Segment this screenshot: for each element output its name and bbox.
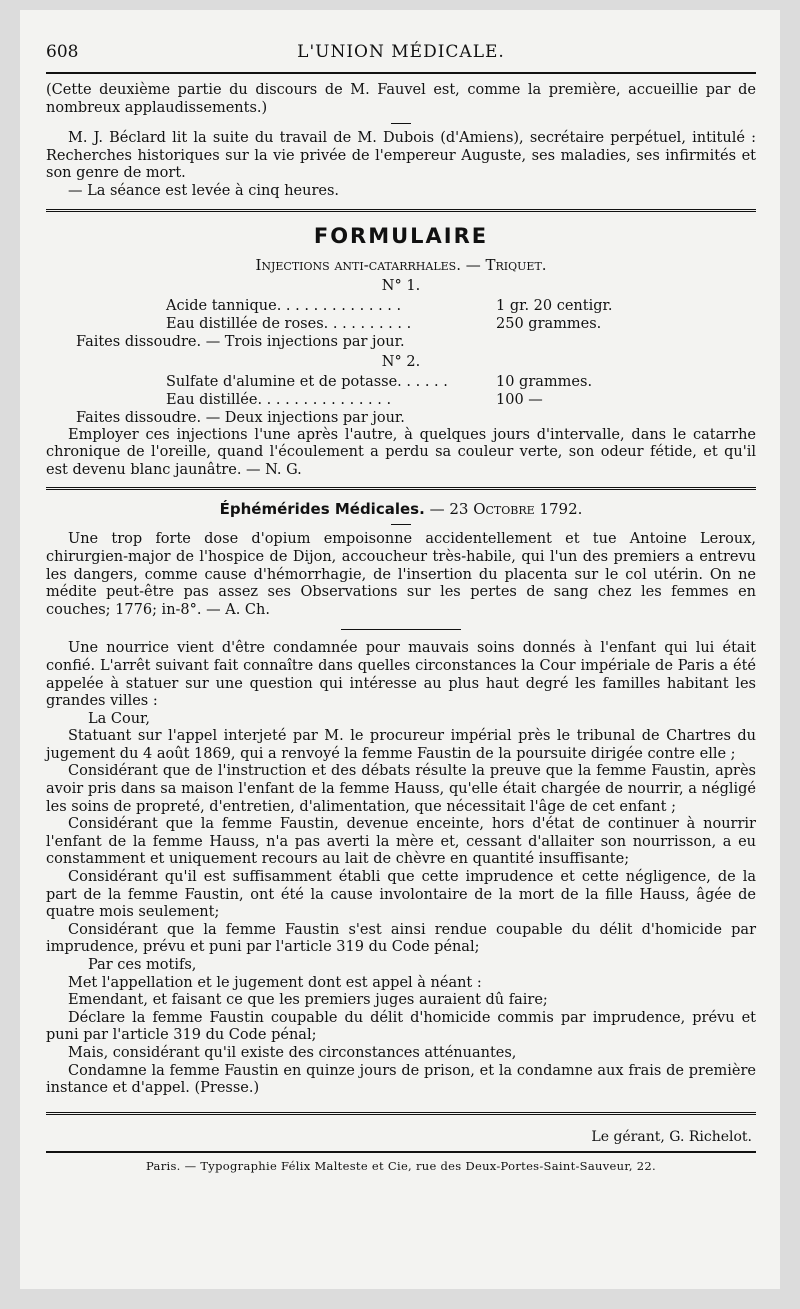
judgment-intro: Une nourrice vient d'être condamnée pour mauvais soins donnés à l'enfant qui lui était confié. L'arrêt suivant fait connaître dans quelles circonstances la Cour impériale de Paris a été appelée à statuer sur une question qui intéresse au plus haut degré les familles habitant les grandes villes : xyxy=(46,640,756,710)
instruction-2: Faites dissoudre. — Deux injections par jour. xyxy=(76,409,405,426)
formulaire-title: FORMULAIRE xyxy=(313,223,489,248)
page-number: 608 xyxy=(46,42,79,62)
document-page xyxy=(20,10,780,1289)
separator xyxy=(391,524,411,525)
recipe-1-label: N° 1. xyxy=(381,277,421,294)
section-rule xyxy=(46,487,756,492)
printer-imprint: Paris. — Typographie Félix Malteste et Cie, rue des Deux-Portes-Saint-Sauveur, 22. xyxy=(146,1158,656,1173)
recipe-line xyxy=(46,391,756,409)
judgment-paragraph: Considérant que la femme Faustin, devenue enceinte, hors d'état de continuer à nourrir l'enfant de la femme Hauss, n'a pas averti la mère et, cessant d'allaiter son nourrisson, a eu constamment et uniquement recours au lait de chèvre en quantité insuffisante; xyxy=(46,816,756,868)
ingredient: Acide tannique. . . . . . . . . . . . . . xyxy=(166,297,402,314)
imprint-rule xyxy=(46,1151,756,1153)
separator xyxy=(391,123,411,124)
recipe-line xyxy=(46,297,756,315)
formulaire-subtitle: Injections anti-catarrhales. — Triquet. xyxy=(255,255,547,274)
recipe-2-label: N° 2. xyxy=(381,353,421,370)
judgment-paragraph: Par ces motifs, xyxy=(88,957,197,973)
judgment-paragraph: Considérant que de l'instruction et des débats résulte la preuve que la femme Faustin, après avoir pris dans sa maison l'enfant de la femme Hauss, qu'elle était chargée de nourrir, a négligé les soins de propreté, d'entretien, d'alimentation, que nécessitait l'âge de cet enfant ; xyxy=(46,763,756,815)
beclard-paragraph: M. J. Béclard lit la suite du travail de M. Dubois (d'Amiens), secrétaire perpétuel, intitulé : Recherches historiques sur la vie privée de l'empereur Auguste, ses maladies, ses infirmités et son genre de mort. xyxy=(46,130,756,182)
formulaire-note: Employer ces injections l'une après l'autre, à quelques jours d'intervalle, dans le catarrhe chronique de l'oreille, quand l'écoulement a perdu sa couleur verte, son odeur fétide, et qu'il est devenu blanc jaunâtre. — N. G. xyxy=(46,426,756,478)
header-rule xyxy=(46,72,756,74)
quantity: 1 gr. 20 centigr. xyxy=(496,297,613,314)
section-rule xyxy=(46,209,756,214)
court-label: La Cour, xyxy=(88,710,150,727)
signature: Le gérant, G. Richelot. xyxy=(591,1128,752,1145)
footer-rule xyxy=(46,1112,756,1117)
instruction-1: Faites dissoudre. — Trois injections par jour. xyxy=(76,333,405,350)
judgment-paragraph: Mais, considérant qu'il existe des circonstances atténuantes, xyxy=(68,1044,517,1061)
page-header xyxy=(46,42,756,62)
quantity: 100 — xyxy=(496,391,543,408)
judgment-paragraph: Déclare la femme Faustin coupable du délit d'homicide commis par imprudence, prévu et puni par l'article 319 du Code pénal; xyxy=(46,1009,756,1044)
separator xyxy=(341,629,461,630)
ephemerides-title: Éphémérides Médicales. xyxy=(219,500,425,519)
judgment-paragraph: Condamne la femme Faustin en quinze jours de prison, et la condamne aux frais de première instance et d'appel. (Presse.) xyxy=(46,1062,756,1097)
judgment-paragraph: Considérant qu'il est suffisamment établi que cette imprudence et cette négligence, de la part de la femme Faustin, ont été la cause involontaire de la mort de la fille Hauss, âgée de quatre mois seulement; xyxy=(46,869,756,921)
applause-note: (Cette deuxième partie du discours de M. Fauvel est, comme la première, accueillie par de nombreux applaudissements.) xyxy=(46,82,756,116)
journal-title: L'UNION MÉDICALE. xyxy=(297,42,505,62)
judgment-paragraph: Met l'appellation et le jugement dont est appel à néant : xyxy=(68,974,482,991)
ephemerides-date: — 23 Octobre 1792. xyxy=(429,500,583,519)
session-closing: — La séance est levée à cinq heures. xyxy=(68,182,340,199)
judgment-paragraph: Emendant, et faisant ce que les premiers juges auraient dû faire; xyxy=(68,992,548,1009)
ingredient: Sulfate d'alumine et de potasse. . . . . . xyxy=(166,373,448,390)
ingredient: Eau distillée de roses. . . . . . . . . . xyxy=(166,315,412,332)
quantity: 10 grammes. xyxy=(496,373,593,390)
judgment-paragraph: Statuant sur l'appel interjeté par M. le procureur impérial près le tribunal de Chartres du jugement du 4 août 1869, qui a renvoyé la femme Faustin de la poursuite dirigée contre elle ; xyxy=(46,728,756,762)
quantity: 250 grammes. xyxy=(496,315,602,332)
recipe-line xyxy=(46,373,756,391)
ephemerides-heading xyxy=(46,500,756,518)
judgment-paragraph: Considérant que la femme Faustin s'est ainsi rendue coupable du délit d'homicide par imprudence, prévu et puni par l'article 319 du Code pénal; xyxy=(46,921,756,956)
ingredient: Eau distillée. . . . . . . . . . . . . . . xyxy=(166,391,392,408)
ephemerides-text: Une trop forte dose d'opium empoisonne accidentellement et tue Antoine Leroux, chirurgien-major de l'hospice de Dijon, accoucheur très-habile, qui l'un des premiers a entrevu les dangers, comme cause d'hémorrhagie, de l'insertion du placenta sur le col utérin. On ne médite peut-être pas assez ses Observations sur les pertes de sang chez les femmes en couches; 1776; in-8°. — A. Ch. xyxy=(46,531,756,618)
recipe-line xyxy=(46,315,756,333)
